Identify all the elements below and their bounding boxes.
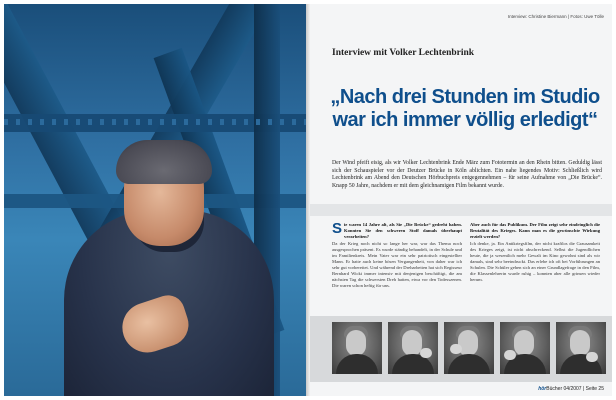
page-footer [538, 386, 604, 392]
photo-thumbnail [332, 322, 382, 374]
bridge-rivets [4, 119, 306, 125]
thumb-face [458, 330, 478, 356]
article-kicker: Interview mit Volker Lechtenbrink [332, 48, 475, 58]
photo-thumbnail [388, 322, 438, 374]
portrait-subject [64, 140, 274, 396]
thumb-hand [450, 344, 462, 354]
interview-question: ie waren 14 Jahre alt, als Sie „Die Brücke“ gedreht haben. Konnten Sie den schweren Stoff damals überhaupt verarbeiten? [344, 222, 462, 239]
text-column-1 [332, 222, 462, 289]
interview-answer: Da der Krieg noch nicht so lange her war, war das Thema noch ausgesprochen präsent. Es wurde ständig behandelt, in der Schule und im Familienkreis. Mein Vater war ein sehr patriotisch eingestellter Mann. Er hatte auch keine bösen Vergangenheit, von daher war ich sehr gut vorbereitet. Und während der Dreharbeiten hat sich Regisseur Bernhard Wicki immer intensiv mit denjenigen beschäftigt, die am nächsten Tag die schwersten Dreh hatten, etwa vor den Todesszenen. Die waren schon heftig für uns. [332, 241, 462, 288]
thumb-hand [586, 352, 598, 362]
portrait-photo [4, 4, 306, 396]
thumb-face [402, 330, 422, 356]
photo-thumbnail [444, 322, 494, 374]
issue-and-page: Bücher 04/2007 | Seite 25 [546, 386, 604, 392]
hair [116, 140, 212, 184]
thumb-face [514, 330, 534, 356]
photo-thumbnail [500, 322, 550, 374]
decorative-band [310, 204, 612, 216]
magazine-logo: hör [538, 386, 547, 392]
drop-cap: S [332, 220, 343, 237]
thumb-face [346, 330, 366, 356]
interview-question: Aber auch für das Publikum. Der Film zeigt sehr eindringlich die Brutalität des Krieges. Kann man es die gewünschte Wirkung erzielt werden? [470, 222, 600, 239]
article-headline [324, 86, 606, 132]
interview-answer: Ich denke, ja. Ein Antikriegsfilm, der nicht kraftlos die Grausamkeit des Krieges zeigt, ist nicht abschreckend. Selbst die Jugendlichen heute, die ja wesentlich mehr Gewalt im Kino gewohnt sind als wir damals, sind sehr beeindruckt. Das erlebe ich oft bei Vorführungen an Schulen. Die Schüler gehen sich an einer Grundlagefrage in den Film, die Klassenlehrerin wurde ruhig – konnten aber alle grinsen wieder herum. [470, 241, 600, 282]
headline-line-2: war ich immer völlig erledigt“ [332, 109, 598, 131]
thumb-hand [420, 348, 432, 358]
photo-credit: Interview: Christine Biermann | Fotos: Uwe Tölle [507, 14, 604, 19]
headline-line-1: „Nach drei Stunden im Studio [330, 86, 600, 108]
photo-thumbnail [556, 322, 606, 374]
text-column-2 [470, 222, 600, 283]
article-lead: Der Wind pfeift eisig, als wir Volker Lechtenbrink Ende März zum Fototermin an den Rhein bitten. Geduldig lässt sich der Schauspieler vor der Deutzer Brücke in Köln ablichten. Ein nahe liegendes Motiv: Schließlich wird Lechtenbrink am Abend den Deutschen Hörbuchpreis entgegennehmen – für seine Aufnahme von „Die Brücke“. Knapp 50 Jahre, nachdem er mit dem gleichnamigen Film bekannt wurde. [332, 160, 602, 189]
article-page [310, 4, 612, 396]
thumb-body [336, 354, 378, 374]
thumb-body [448, 354, 490, 374]
thumb-hand [504, 350, 516, 360]
